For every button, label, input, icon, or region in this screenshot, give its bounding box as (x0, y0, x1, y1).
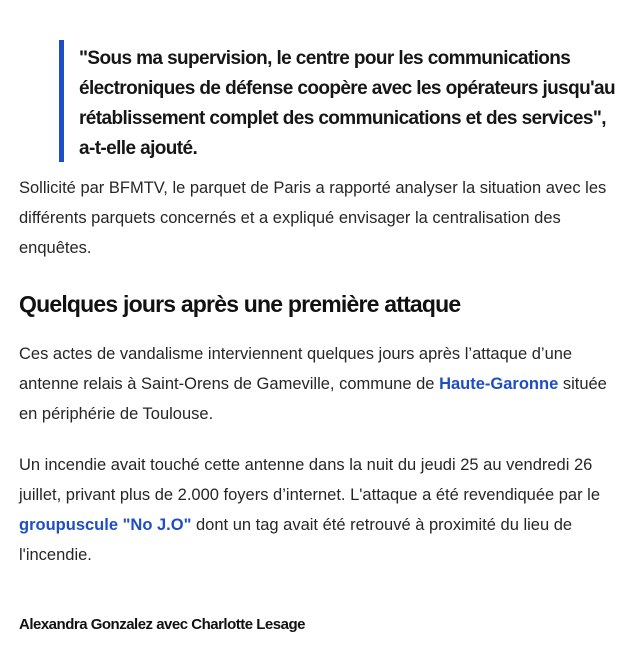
quote-accent-bar (59, 40, 64, 162)
paragraph-text: Ces actes de vandalisme interviennent quelques jours après l’attaque d’une antenne relais à Saint-Orens de Gameville, commune de (19, 345, 573, 393)
paragraph-text: située en périphérie de Toulouse. (19, 375, 607, 423)
section-heading: Quelques jours après une première attaque (19, 291, 461, 317)
paragraph-parquet: Sollicité par BFMTV, le parquet de Paris a rapporté analyser la situation avec les différents parquets concernés et a expliqué envisager la centralisation des enquêtes. (19, 179, 607, 257)
paragraph-text: Un incendie avait touché cette antenne dans la nuit du jeudi 25 au vendredi 26 juillet, privant plus de 2.000 foyers d’internet. L'attaque a été revendiquée par le (19, 456, 601, 504)
paragraph-vandalisme (19, 339, 619, 429)
quote-line: électroniques de défense coopère avec les opérateurs jusqu'au (79, 78, 616, 99)
quote-line: "Sous ma supervision, le centre pour les communications (79, 48, 571, 69)
quote-line: a-t-elle ajouté. (79, 138, 198, 159)
quote-text (79, 44, 639, 164)
haute-garonne-link[interactable]: Haute-Garonne (439, 375, 559, 393)
quote-line: rétablissement complet des communications et des services", (79, 108, 606, 129)
groupuscule-link[interactable]: groupuscule "No J.O" (19, 516, 192, 534)
paragraph-incendie (19, 450, 619, 570)
paragraph-text: dont un tag avait été retrouvé à proximité du lieu de l'incendie. (19, 516, 573, 564)
author-byline: Alexandra Gonzalez avec Charlotte Lesage (19, 616, 305, 633)
pull-quote (59, 40, 639, 162)
